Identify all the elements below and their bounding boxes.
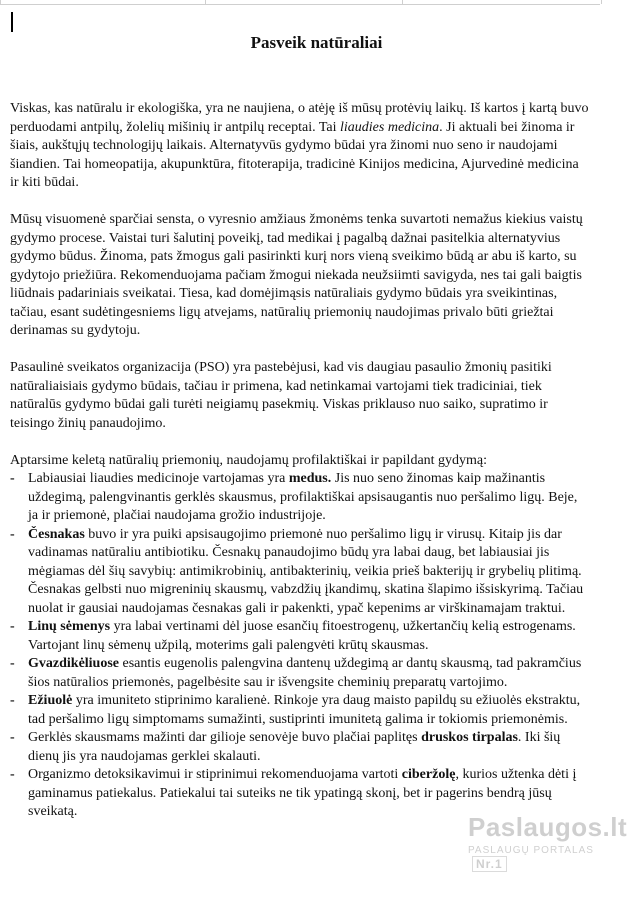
text-run: Viskas, kas natūralu ir ekologiška, yra ne naujiena, o atėję iš mūsų protėvių laikų. Iš kartos į kartą buvo perduodami antpilų, žolelių mišinių ir antpilų receptai. Tai bbox=[10, 101, 589, 135]
bullet-dash: - bbox=[10, 619, 15, 634]
bold-term: Ežiuolė bbox=[28, 693, 73, 708]
bullet-dash: - bbox=[10, 526, 15, 542]
paragraph bbox=[10, 211, 590, 341]
text-run: , kurios užtenka dėti į gaminamus patiekalus. Patiekalui tai suteiks ne tik ypatingą skonį, bet ir pagerins bendrą jūsų sveikatą. bbox=[28, 767, 577, 819]
list-item-text bbox=[28, 767, 576, 819]
table-cell bbox=[205, 0, 403, 4]
list-item bbox=[10, 655, 590, 692]
bullet-dash: - bbox=[10, 656, 15, 671]
text-run: Gerklės skausmams mažinti dar gilioje senovėje buvo plačiai paplitęs bbox=[28, 730, 422, 745]
text-cursor bbox=[11, 12, 13, 32]
bold-term: Linų sėmenys bbox=[28, 619, 111, 634]
bold-term: Česnakas bbox=[28, 526, 85, 542]
text-run: Jis nuo seno žinomas kaip mažinantis uždegimą, palengvinantis gerklės skausmus, profilaktiškai apsisaugantis nuo peršalimo ligų. Beje, ja ir priemonė, plačiai naudojama grožio industrijoje. bbox=[28, 471, 578, 523]
italic-term: liaudies medicina bbox=[340, 119, 440, 135]
text-run: Pasaulinė sveikatos organizacija (PSO) yra pastebėjusi, kad vis daugiau pasaulio žmonių pasitiki natūraliaisiais gydymo būdais, tačiau ir primena, kad netinkamai vartojami tiek tradiciniai, tiek natūralūs gydymo būdai gali turėti neigiamų pasekmių. Viskas priklauso nuo saiko, supratimo ir teisingo žinių panaudojimo. bbox=[10, 360, 552, 431]
bullet-dash: - bbox=[10, 693, 15, 708]
watermark-brand: Paslaugos.lt bbox=[468, 812, 628, 842]
list-item bbox=[10, 766, 590, 822]
paragraph bbox=[10, 359, 590, 433]
table-cell bbox=[0, 0, 206, 4]
list-item bbox=[10, 526, 590, 619]
bold-term: druskos tirpalas bbox=[421, 730, 518, 745]
list-item bbox=[10, 729, 590, 766]
text-run: yra imuniteto stiprinimo karalienė. Rinkoje yra daug maisto papildų su ežiuolės ekstraktu, tad peršalimo ligų simptomams sumažinti, sustiprinti imunitetą galima ir tokiomis priemonėmis. bbox=[28, 693, 581, 727]
text-run: yra labai vertinami dėl juose esančių fitoestrogenų, užkertančių kelią estrogenams. Vartojant linų sėmenų užpilą, moterims gali palengvėti krūtų skausmas. bbox=[28, 619, 576, 653]
bold-term: medus. bbox=[288, 471, 332, 486]
table-border-top bbox=[0, 0, 600, 5]
list-item-text bbox=[28, 527, 583, 616]
text-run: Organizmo detoksikavimui ir stiprinimui rekomenduojama vartoti bbox=[28, 767, 402, 782]
text-run: Mūsų visuomenė sparčiai sensta, o vyresnio amžiaus žmonėms tenka suvartoti nemažus kiekius vaistų gydymo procese. Vaistai turi šalutinį poveikį, tad medikai į pagalbą dažnai pasitelkia alternatyvius gydymo būdus. Žinoma, pats žmogus gali pasirinkti kurį nors vieną sveikimo būdą ar abu iš karto, su gydytojo priežiūra. Rekomenduojama pačiam žmogui niekada neužsiimti savigyda, nes tai gali baigtis liūdnais padariniais sveikatai. Tiesa, kad domėjimąsis natūraliais gydymo būdais yra sveikintinas, tačiau, esant sudėtingesniems ligų atvejams, natūralių priemonių naudojimas privalo būti griežtai derinamas su gydytoju. bbox=[10, 212, 583, 338]
bullet-dash: - bbox=[10, 730, 15, 745]
watermark-subtitle: PASLAUGŲ PORTALASNr.1 bbox=[468, 845, 594, 871]
list-item bbox=[10, 618, 590, 655]
list-item bbox=[10, 470, 590, 526]
bullet-dash: - bbox=[10, 471, 15, 486]
list-item-text bbox=[28, 619, 576, 653]
list-item-text bbox=[28, 730, 560, 764]
list-item-text bbox=[28, 656, 581, 690]
text-run: . Ji aktuali bei žinoma ir šiais, aukštųjų technologijų laikais. Alternatyvūs gydymo būdai yra žinomi nuo seno ir naudojami šiandien. Tai homeopatija, akupunktūra, fitoterapija, tradicinė Kinijos medicina, Ajurvedinė medicina ir kiti būdai. bbox=[10, 119, 579, 190]
remedy-list bbox=[10, 470, 590, 822]
watermark-logo bbox=[468, 812, 628, 882]
table-cell bbox=[402, 0, 602, 4]
list-item-text bbox=[28, 471, 577, 523]
list-item bbox=[10, 692, 590, 729]
list-intro: Aptarsime keletą natūralių priemonių, naudojamų profilaktiškai ir papildant gydymą: bbox=[10, 452, 488, 468]
bold-term: Gvazdikėliuose bbox=[28, 656, 120, 671]
bold-term: ciberžolę bbox=[401, 767, 456, 782]
text-run: buvo ir yra puiki apsisaugojimo priemonė nuo peršalimo ligų ir virusų. Kitaip jis dar vadinamas natūraliu antibiotiku. Česnakų panaudojimo būdų yra labai daug, bet labiausiai jis mėgiamas dėl šių savybių: antimikrobinių, antibakterinių, veikia prieš bakterijų ir grybelių plitimą. Česnakas gelbsti nuo migreninių skausmų, vabzdžių įkandimų, skatina šlapimo išsiskyrimą. Tačiau nuolat ir gausiai naudojamas česnakas gali ir pakenkti, ypač kepenims ar virškinamajam traktui. bbox=[28, 526, 584, 616]
document-body[interactable] bbox=[10, 100, 590, 822]
watermark-badge: Nr.1 bbox=[472, 856, 507, 872]
text-run: esantis eugenolis palengvina dantenų uždegimą ar dantų skausmą, tad pakramčius šios natūralios priemonės, pagelbėsite sau ir išvengsite cheminių preparatų vartojimo. bbox=[28, 656, 582, 690]
document-title: Pasveik natūraliai bbox=[250, 33, 383, 52]
list-item-text bbox=[28, 693, 580, 727]
bullet-dash: - bbox=[10, 767, 15, 782]
text-run: . Iki šių dienų jis yra naudojamas gerklei skalauti. bbox=[28, 730, 561, 764]
text-run: Labiausiai liaudies medicinoje vartojamas yra bbox=[28, 471, 289, 486]
paragraph bbox=[10, 100, 590, 193]
